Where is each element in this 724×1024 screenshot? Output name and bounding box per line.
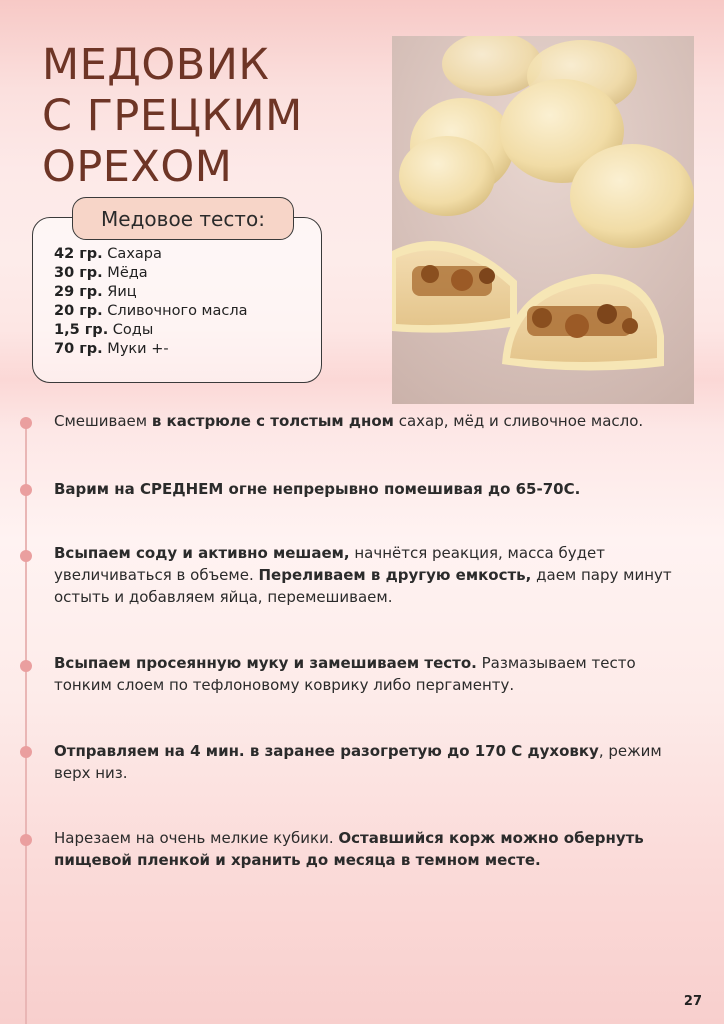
ingredient-item <box>54 264 248 283</box>
ingredient-item <box>54 245 248 264</box>
step-text-bold: Переливаем в другую емкость, <box>258 566 532 584</box>
ingredient-name: Сахара <box>102 246 162 262</box>
step-4-text <box>54 652 694 696</box>
page-number: 27 <box>683 994 702 1009</box>
ingredient-name: Яиц <box>102 284 137 300</box>
ingredient-name: Муки +- <box>102 341 169 357</box>
step-text: сахар, мёд и сливочное масло. <box>393 412 644 430</box>
ingredient-amount: 42 гр. <box>54 246 103 262</box>
step-text-bold: Отправляем на 4 мин. в заранее разогретую до 170 С духовку <box>54 742 599 760</box>
step-text: Нарезаем на очень мелкие кубики. <box>54 829 339 847</box>
step-text: , режим верх низ. <box>54 742 662 782</box>
ingredient-item <box>54 321 248 340</box>
step-5-text <box>54 740 694 784</box>
step-6-text <box>54 827 694 871</box>
ingredient-item <box>54 283 248 302</box>
step-5-marker <box>20 746 32 758</box>
step-text: даем пару минут остыть и добавляем яйца, перемешиваем. <box>54 566 672 606</box>
ingredient-amount: 20 гр. <box>54 303 103 319</box>
ingredient-item <box>54 302 248 321</box>
steps-timeline-line <box>25 420 27 1024</box>
step-4-marker <box>20 660 32 672</box>
step-text-bold: Всыпаем соду и активно мешаем, <box>54 544 350 562</box>
ingredient-name: Мёда <box>102 265 148 281</box>
dessert-illustration <box>392 36 694 404</box>
step-text-bold: Оставшийся корж можно обернуть пищевой пленкой и хранить до месяца в темном месте. <box>54 829 644 869</box>
ingredient-amount: 30 гр. <box>54 265 103 281</box>
ingredient-name: Соды <box>108 322 154 338</box>
title-line-3: ОРЕХОМ <box>42 142 233 192</box>
step-6-marker <box>20 834 32 846</box>
step-3-marker <box>20 550 32 562</box>
step-2-marker <box>20 484 32 496</box>
ingredient-amount: 1,5 гр. <box>54 322 109 338</box>
step-text-bold: Всыпаем просеянную муку и замешиваем тесто. <box>54 654 477 672</box>
ingredient-name: Сливочного масла <box>102 303 248 319</box>
title-line-2: С ГРЕЦКИМ <box>42 91 303 141</box>
title-line-1: МЕДОВИК <box>42 40 270 90</box>
ingredient-item <box>54 340 248 359</box>
step-1-marker <box>20 417 32 429</box>
step-text-bold: в кастрюле с толстым дном <box>151 412 394 430</box>
dessert-photo <box>392 36 694 404</box>
ingredient-amount: 29 гр. <box>54 284 103 300</box>
step-text: Смешиваем <box>54 412 152 430</box>
step-3-text <box>54 542 694 608</box>
ingredients-header: Медовое тесто: <box>72 197 294 240</box>
recipe-title <box>42 40 303 193</box>
ingredients-list <box>54 245 248 359</box>
step-text: Размазываем тесто тонким слоем по тефлоновому коврику либо пергаменту. <box>54 654 636 694</box>
step-text-bold: Варим на СРЕДНЕМ огне непрерывно помешивая до 65-70С. <box>54 480 581 498</box>
step-1-text <box>54 410 694 432</box>
step-text: начнётся реакция, масса будет увеличиваться в объеме. <box>54 544 605 584</box>
step-2-text <box>54 478 694 500</box>
ingredient-amount: 70 гр. <box>54 341 103 357</box>
